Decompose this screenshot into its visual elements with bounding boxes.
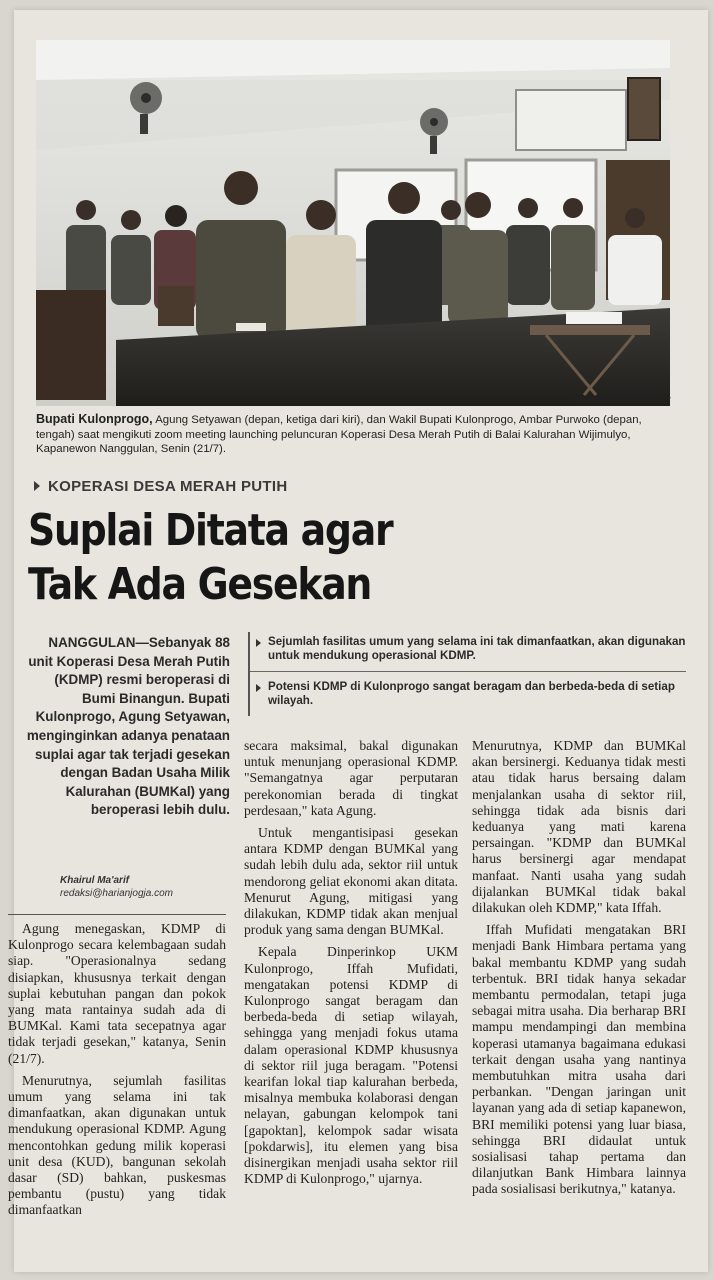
body-column-2: [244, 738, 458, 1187]
kicker-triangle-icon: [34, 481, 40, 491]
news-photo: [36, 40, 670, 406]
byline: [60, 874, 173, 900]
body-column-1: [8, 914, 226, 1219]
author-name: Khairul Ma'arif: [60, 875, 130, 886]
headline-line-2: Tak Ada Gesekan: [28, 559, 372, 610]
lead-paragraph: NANGGULAN—Sebanyak 88 unit Koperasi Desa Merah Putih (KDMP) resmi beroperasi di Bumi Binangun. Bupati Kulonprogo, Agung Setyawan, menginginkan adanya penataan suplai agar tak terjadi gesekan dengan Badan Usaha Milik Kalurahan (BUMKal) yang beroperasi lebih dulu.: [26, 635, 230, 818]
body-column-3: [472, 738, 686, 1198]
kicker-text: KOPERASI DESA MERAH PUTIH: [48, 478, 288, 495]
body-paragraph: secara maksimal, bakal digunakan untuk menunjang operasional KDMP. "Semangatnya agar perputaran perekonomian berada di tingkat perdesaan," kata Agung.: [244, 738, 458, 818]
caption-text: Agung Setyawan (depan, ketiga dari kiri), dan Wakil Bupati Kulonprogo, Ambar Purwoko (depan, tengah) saat mengikuti zoom meeting launching peluncuran Koperasi Desa Merah Putih di Balai Kalurahan Wijimulyo, Kapanewon Nanggulan, Senin (21/7).: [36, 414, 642, 455]
highlight-item: Sejumlah fasilitas umum yang selama ini tak dimanfaatkan, akan digunakan untuk mendukung operasional KDMP.: [250, 632, 686, 671]
highlight-item: Potensi KDMP di Kulonprogo sangat beragam dan berbeda-beda di setiap wilayah.: [250, 671, 686, 716]
highlights-box: [248, 632, 686, 716]
meeting-room-illustration: [36, 40, 670, 406]
headline-line-1: Suplai Ditata agar: [28, 505, 393, 556]
body-paragraph: Untuk mengantisipasi gesekan antara KDMP dengan BUMKal yang sudah lebih dulu ada, sektor riil untuk mendorong geliat ekonomi akan ditata. Menurut Agung, mitigasi yang dilakukan, KDMP tidak akan menjual produk yang sama dengan BUMKal.: [244, 825, 458, 938]
body-paragraph: Kepala Dinperinkop UKM Kulonprogo, Iffah Mufidati, mengatakan potensi KDMP di Kulonprogo sangat beragam dan berbeda-beda di setiap wilayah, sehingga yang menjadi fokus utama dalam operasional KDMP khususnya di sektor riil juga beragam. "Potensi kearifan lokal tiap kalurahan berbeda, misalnya membuka kolaborasi dengan nelayan, gabungan kelompok tani [gapoktan], kelompok sadar wisata [pokdarwis], itu elemen yang bisa disinergikan menjadi usaha sektor riil KDMP di Kulonprogo," ujarnya.: [244, 944, 458, 1187]
article-headline: [28, 504, 432, 612]
section-kicker: [34, 478, 287, 495]
photo-credit: Harian Jogja/Khairul Ma'arif: [571, 396, 670, 405]
author-email: redaksi@harianjogja.com: [60, 888, 173, 899]
body-paragraph: Menurutnya, KDMP dan BUMKal akan bersinergi. Keduanya tidak mesti atau tidak harus bersaing dalam menjalankan usaha di sektor riil, sehingga tidak ada bisnis dari keduanya yang mati karena persaingan. "KDMP dan BUMKal harus bersinergi agar mendapat manfaat. Nanti usaha yang sudah dijalankan BUMKal tidak bakal dilakukan oleh KDMP," kata Iffah.: [472, 738, 686, 916]
body-paragraph: Agung menegaskan, KDMP di Kulonprogo secara kelembagaan sudah siap. "Operasionalnya sedang disiapkan, khususnya terkait dengan suplai kebutuhan pangan dan pokok yang mata rantainya sudah ada di BUMKal. Kami tata secepatnya agar tidak terjadi gesekan," katanya, Senin (21/7).: [8, 914, 226, 1067]
body-paragraph: Iffah Mufidati mengatakan BRI menjadi Bank Himbara pertama yang bakal membantu KDMP yang sudah terbentuk. BRI tidak hanya sekadar membantu permodalan, tetapi juga sebagai mitra usaha. Dia berharap BRI mampu mendampingi dan membina koperasi utamanya bagaimana edukasi terkait dengan usaha yang nantinya membutuhkan mitra usaha dari perbankan. "Dengan jaringan unit layanan yang ada di setiap kapanewon, BRI memiliki potensi yang luar biasa, sehingga BRI didaulat untuk sosialisasi tahap pertama dan dilanjutkan Bank Himbara lainnya pada sosialisasi berikutnya," katanya.: [472, 922, 686, 1197]
caption-lead: Bupati Kulonprogo,: [36, 412, 153, 426]
body-paragraph: Menurutnya, sejumlah fasilitas umum yang selama ini tak dimanfaatkan, akan digunakan untuk mendukung operasional KDMP. Agung mencontohkan gedung milik koperasi unit desa (KUD), bangunan sekolah dasar (SD) bahkan, puskesmas pembantu (pustu) yang tidak dimanfaatkan: [8, 1072, 226, 1218]
photo-caption: [36, 412, 672, 457]
